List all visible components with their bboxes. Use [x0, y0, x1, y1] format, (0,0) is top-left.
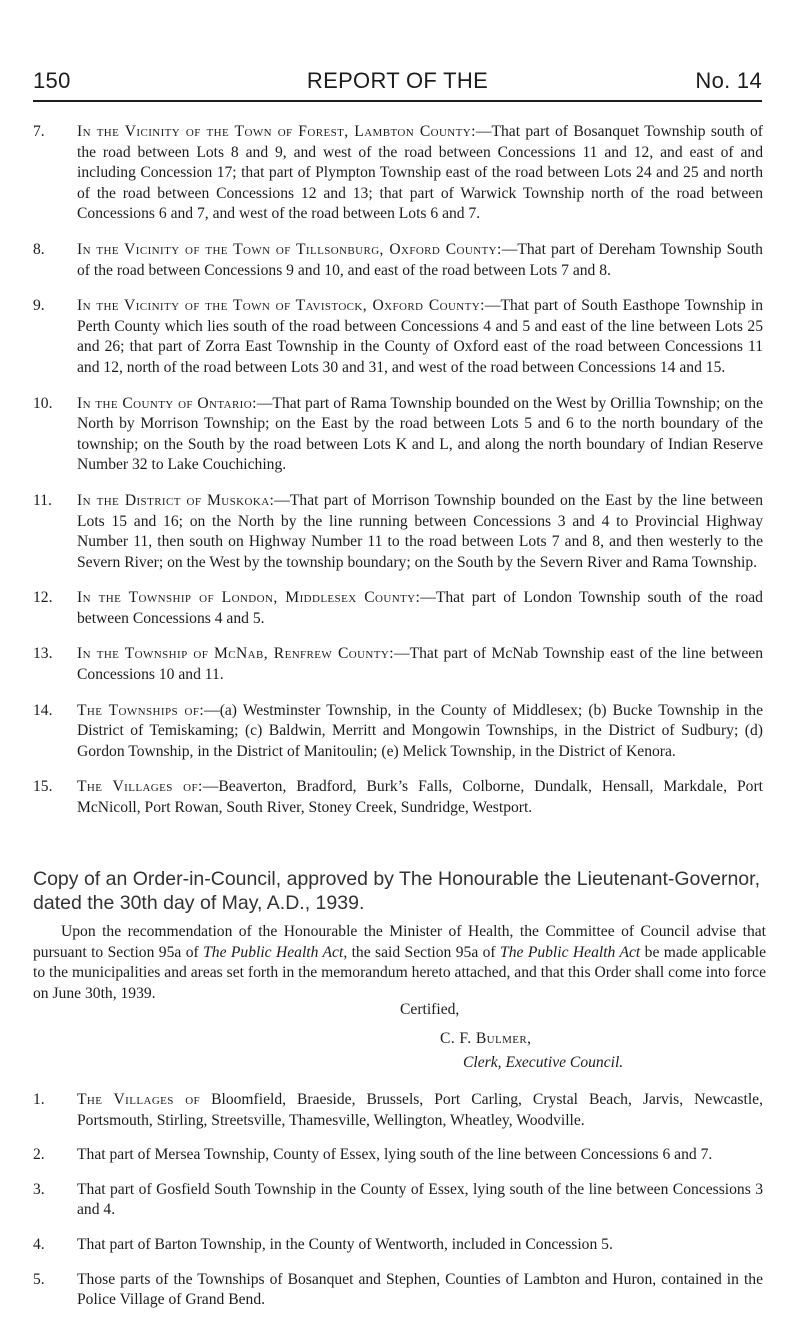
item-lead: In the Vicinity of the Town of Forest, Lambton County:: [77, 123, 476, 140]
item-number: 11.: [33, 491, 52, 509]
item-number: 10.: [33, 394, 53, 412]
list-item: [33, 644, 763, 685]
list-item: [33, 240, 763, 281]
item-number: 4.: [33, 1235, 45, 1253]
item-text: —Beaverton, Bradford, Burk’s Falls, Colborne, Dundalk, Hensall, Markdale, Port McNicoll, Port Rowan, South River, Stoney Creek, Sundridge, Westport.: [77, 778, 763, 817]
list-item: [33, 777, 763, 818]
item-text: Bloomfield, Braeside, Brussels, Port Carling, Crystal Beach, Jarvis, Newcastle, Portsmouth, Stirling, Streetsville, Thamesville, Wellington, Wheatley, Woodville.: [77, 1091, 763, 1129]
list-item: [33, 1145, 763, 1166]
item-text: —That part of South Easthope Township in Perth County which lies south of the road between Concessions 4 and 5 and east of the line between Lots 25 and 26; that part of Zorra East Township in the County of Oxford east of the road between Concessions 11 and 12, north of the road between Lots 30 and 31, and west of the road between Concessions 14 and 15.: [77, 297, 763, 376]
item-number: 1.: [33, 1091, 45, 1108]
list-item: [33, 491, 763, 573]
item-number: 14.: [33, 701, 53, 719]
item-lead: The Townships of:: [77, 701, 205, 719]
item-number: 8.: [33, 240, 45, 258]
order-text-part: , the said Section 95a of: [343, 943, 501, 961]
order-body: [33, 922, 766, 1004]
item-number: 13.: [33, 645, 53, 663]
item-text: That part of Gosfield South Township in the County of Essex, lying south of the line between Concessions 3 and 4.: [77, 1180, 763, 1219]
list-item: [33, 588, 763, 629]
signer-title: Clerk, Executive Council.: [463, 1054, 624, 1071]
item-number: 7.: [33, 123, 45, 140]
item-text: —(a) Westminster Township, in the County of Middlesex; (b) Bucke Township in the District of Temiskaming; (c) Baldwin, Merritt and Mongowin Townships, in the District of Sudbury; (d) Gordon Township, in the District of Manitoulin; (e) Melick Township, in the District of Kenora.: [77, 701, 764, 760]
list-item: [33, 122, 763, 225]
item-number: 15.: [33, 778, 53, 796]
item-lead: The Villages of:: [77, 778, 203, 796]
item-number: 12.: [33, 589, 53, 607]
list-item: [33, 1235, 763, 1256]
order-heading: Copy of an Order-in-Council, approved by The Honourable the Lieutenant-Governor, dated the 30th day of May, A.D., 1939.: [33, 868, 760, 914]
list-item: [33, 1270, 763, 1311]
item-text: —That part of London Township south of the road between Concessions 4 and 5.: [77, 589, 763, 627]
item-lead: In the Township of McNab, Renfrew County:: [77, 645, 394, 663]
signer-name: C. F. Bulmer,: [440, 1030, 532, 1047]
item-lead: In the County of Ontario:: [77, 394, 257, 412]
area-list: [33, 122, 763, 834]
page-number: 150: [33, 68, 71, 93]
certified-label: Certified,: [400, 1001, 460, 1018]
item-lead: The Villages of: [77, 1091, 201, 1108]
item-text: That part of Mersea Township, County of Essex, lying south of the line between Concessions 6 and 7.: [77, 1146, 713, 1164]
item-text: Those parts of the Townships of Bosanquet and Stephen, Counties of Lambton and Huron, contained in the Police Village of Grand Bend.: [77, 1270, 763, 1309]
act-title: The Public Health Act: [203, 943, 344, 961]
item-text: —That part of Dereham Township South of the road between Concessions 9 and 10, and east of the road between Lots 7 and 8.: [77, 240, 763, 279]
item-text: —That part of Bosanquet Township south of the road between Lots 8 and 9, and west of the road between Concessions 11 and 12, and east of and including Concession 17; that part of Plympton Township east of the road between Lots 24 and 25 and north of the road between Concessions 12 and 13; that part of Warwick Township north of the road between Concessions 6 and 7, and west of the road between Lots 6 and 7.: [77, 123, 763, 223]
item-lead: In the District of Muskoka:: [77, 491, 275, 509]
order-text-part: Upon the recommendation of the Honourable the Minister of Health, the Committee of Council advise that pursuant to Section 95a of: [33, 923, 766, 961]
list-item: [33, 296, 763, 378]
item-lead: In the Vicinity of the Town of Tillsonburg, Oxford County:: [77, 240, 502, 258]
item-number: 3.: [33, 1180, 45, 1198]
running-title: REPORT OF THE: [306, 68, 489, 93]
item-lead: In the Vicinity of the Town of Tavistock, Oxford County:: [77, 297, 485, 315]
list-item: [33, 701, 763, 763]
item-number: 9.: [33, 297, 45, 315]
item-text: —That part of Rama Township bounded on the West by Orillia Township; on the North by Morrison Township; on the East by the road between Lots 5 and 6 to the north boundary of the township; on the South by the road between Lots K and L, and along the north boundary of Indian Reserve Number 32 to Lake Couchiching.: [77, 394, 763, 474]
list-item: [33, 1180, 763, 1221]
header-rule: [33, 100, 762, 102]
item-text: —That part of Morrison Township bounded on the East by the line between Lots 15 and 16; on the North by the line running between Concessions 3 and 4 to Provincial Highway Number 11, then south on Highway Number 11 to the road between Lots 7 and 8, and then westerly to the Severn River; on the West by the township boundary; on the South by the Severn River and Rama Township.: [77, 491, 764, 571]
act-title: The Public Health Act: [500, 943, 641, 961]
item-number: 5.: [33, 1270, 45, 1288]
item-text: That part of Barton Township, in the County of Wentworth, included in Concession 5.: [77, 1235, 613, 1253]
item-lead: In the Township of London, Middlesex County:: [77, 589, 421, 607]
order-text-part: be made applicable to the municipalities and areas set forth in the memorandum hereto attached, and that this Order shall come into force on June 30th, 1939.: [33, 943, 766, 1002]
memorandum-list: [33, 1090, 763, 1325]
list-item: [33, 1090, 763, 1131]
list-item: [33, 394, 763, 476]
report-number: No. 14: [695, 68, 762, 93]
item-text: —That part of McNab Township east of the line between Concessions 10 and 11.: [77, 645, 763, 684]
item-number: 2.: [33, 1146, 45, 1164]
